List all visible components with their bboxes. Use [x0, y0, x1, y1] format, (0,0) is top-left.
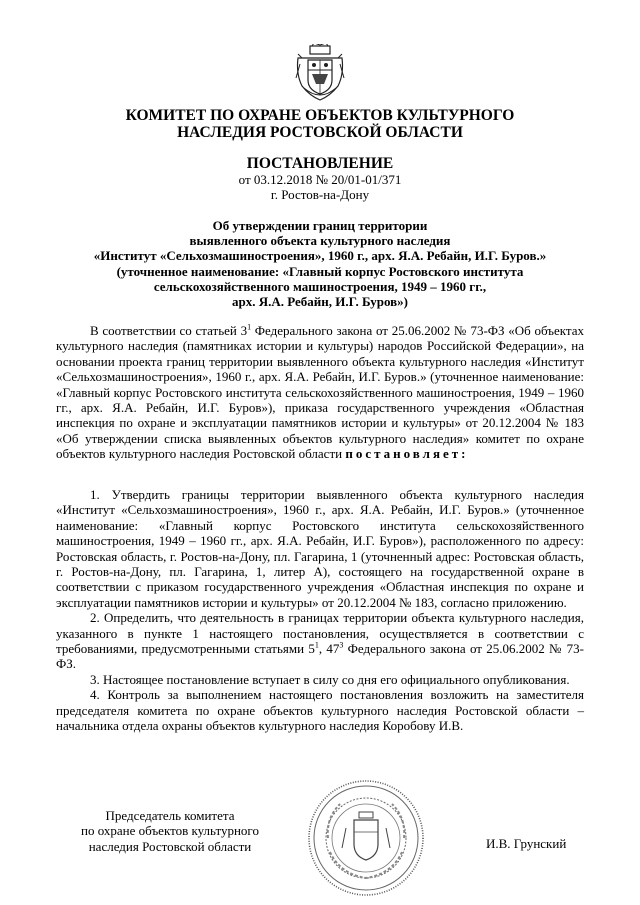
item-1: 1. Утвердить границы территории выявленного объекта культурного наследия «Институт «Сельхозмашиностроения», 1960 г., арх. Я.А. Ребайн, И.Г. Буров.» (уточненное наименование: «Главный корпус Ростовского института сельскохозяйственного машиностроения, 1949 – 1960 гг., арх. Я.А. Ребайн, И.Г. Буров»), расположенного по адресу: Ростовская область, г. Ростов-на-Дону, пл. Гагарина, 1 (уточненный адрес: Ростовская область, г. Ростов-на-Дону, пл. Гагарина, 1, литер А), состоящего на государственной охране в соответствии с приказом государственного учреждения «Областная инспекция по охране и эксплуатации памятников истории и культуры» от 20.12.2004 № 183, согласно приложению.: [56, 487, 584, 610]
item-2-sup-2: 3: [339, 640, 344, 650]
title-line-4: (уточненное наименование: «Главный корпус Ростовского института: [116, 263, 524, 279]
org-line-2: НАСЛЕДИЯ РОСТОВСКОЙ ОБЛАСТИ: [177, 124, 463, 141]
item-2: [56, 610, 584, 672]
item-2-part-3: Федерального закона от 25.06.2002 № 73-ФЗ.: [56, 641, 584, 672]
organization-name: [40, 107, 600, 141]
title-line-6: арх. Я.А. Ребайн, И.Г. Буров»): [232, 294, 408, 310]
item-2-sup-1: 1: [314, 640, 319, 650]
city: г. Ростов-на-Дону: [270, 187, 370, 202]
coat-of-arms-icon: [294, 44, 346, 102]
title-line-2: выявленного объекта культурного наследия: [189, 233, 451, 249]
preamble-sup: 1: [247, 322, 252, 332]
signatory-title-line-3: наследия Ростовской области: [88, 838, 252, 854]
document-title: [60, 218, 580, 309]
signatory-title-line-2: по охране объектов культурного: [81, 823, 259, 839]
date-number: от 03.12.2018 № 20/01-01/371: [238, 172, 402, 187]
item-2-part-1: 2. Определить, что деятельность в границах территории объекта культурного наследия, указанного в пункте 1 настоящего постановления, осуществляется в соответствии с требованиями, предусмотренными статьями 5: [56, 610, 584, 657]
item-4: 4. Контроль за выполнением настоящего постановления возложить на заместителя председателя комитета по охране объектов культурного наследия Ростовской области – начальника отдела охраны объектов культурного наследия Коробову И.В.: [56, 687, 584, 734]
preamble: [56, 323, 584, 462]
decree-items: [56, 487, 584, 734]
document-meta: [40, 172, 600, 202]
title-line-3: «Институт «Сельхозмашиностроения», 1960 г., арх. Я.А. Ребайн, И.Г. Буров.»: [93, 248, 547, 264]
item-2-part-2: , 47: [318, 641, 340, 657]
signatory-title-line-1: Председатель комитета: [105, 808, 235, 823]
title-line-5: сельскохозяйственного машиностроения, 1949 – 1960 гг.,: [153, 278, 487, 294]
signatory-name: И.В. Грунский: [486, 836, 567, 851]
decree-word: постановляет:: [345, 446, 469, 462]
item-3: 3. Настоящее постановление вступает в силу со дня его официального опубликования.: [90, 671, 570, 687]
org-line-1: КОМИТЕТ ПО ОХРАНЕ ОБЪЕКТОВ КУЛЬТУРНОГО: [125, 107, 515, 124]
preamble-part-2: Федерального закона от 25.06.2002 № 73-ФЗ «Об объектах культурного наследия (памятниках истории и культуры) народов Российской Федерации», на основании проекта границ территории выявленного объекта культурного наследия «Институт «Сельхозмашиностроения», 1960 г., арх. Я.А. Ребайн, И.Г. Буров.» (уточненное наименование: «Главный корпус Ростовского института сельскохозяйственного машиностроения, 1949 – 1960 гг., арх. Я.А. Ребайн, И.Г. Буров»), приказа государственного учреждения «Областная инспекция по охране и эксплуатации памятников истории и культуры» от 20.12.2004 № 183 «Об утверждении списка выявленных объектов культурного наследия» комитет по охране объектов культурного наследия Ростовской области: [56, 323, 584, 462]
preamble-paragraph: [56, 323, 584, 462]
official-stamp-icon: [306, 778, 426, 898]
signatory-title: [50, 808, 290, 854]
preamble-part-1: В соответствии со статьей 3: [90, 323, 248, 338]
document-type: ПОСТАНОВЛЕНИЕ: [246, 155, 394, 172]
title-line-1: Об утверждении границ территории: [212, 218, 428, 233]
